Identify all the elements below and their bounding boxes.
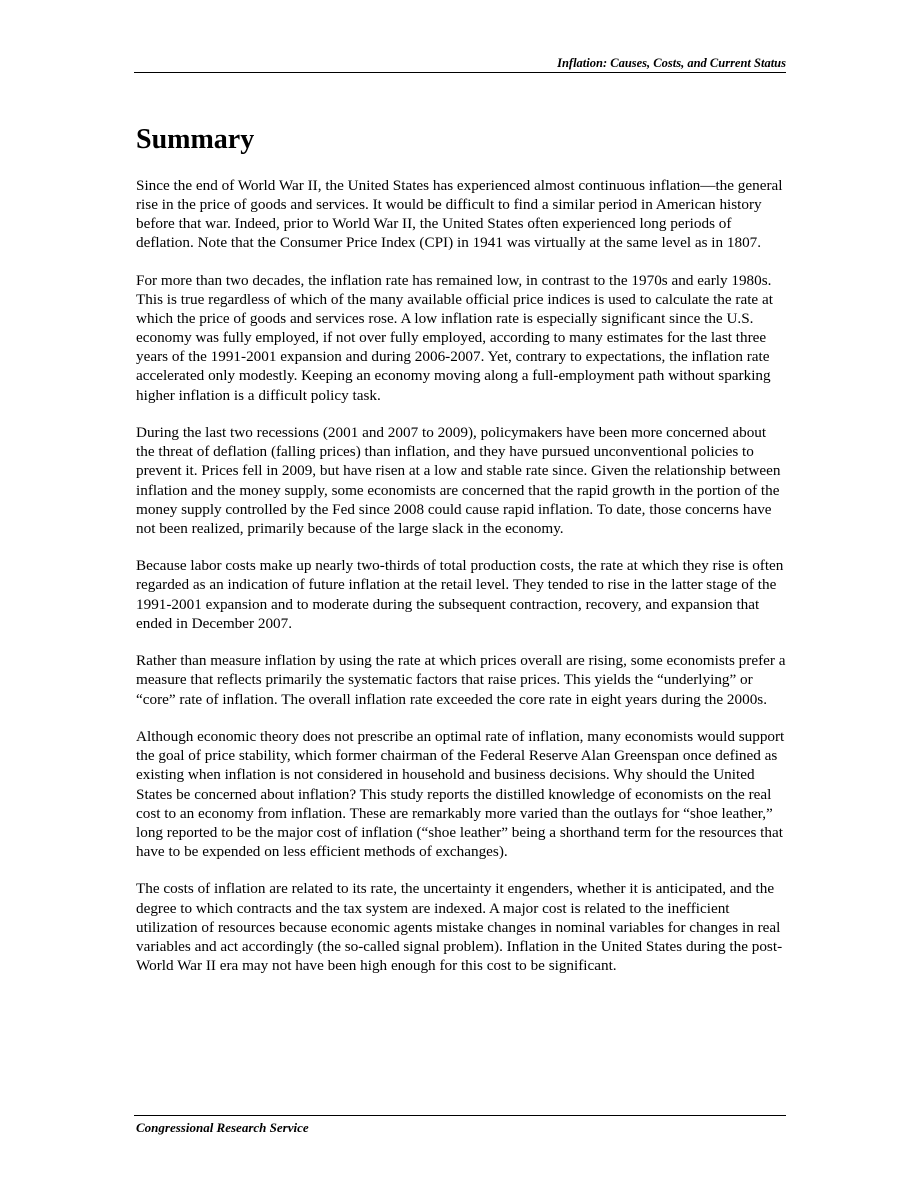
header-rule (134, 72, 786, 73)
paragraph: The costs of inflation are related to its rate, the uncertainty it engenders, whether it is anticipated, and the degree to which contracts and the tax system are indexed. A major cost is related to the inefficient utilization of resources because economic agents mistake changes in nominal variables for changes in real variables and act accordingly (the so-called signal problem). Inflation in the United States during the post-World War II era may not have been high enough for this cost to be significant. (136, 880, 783, 974)
running-footer: Congressional Research Service (136, 1120, 309, 1135)
paragraph: Because labor costs make up nearly two-thirds of total production costs, the rate at which they rise is often regarded as an indication of future inflation at the retail level. They tended to rise in the latter stage of the 1991-2001 expansion and to moderate during the subsequent contraction, recovery, and expansion that ended in December 2007. (136, 557, 784, 632)
paragraph: Rather than measure inflation by using the rate at which prices overall are rising, some economists prefer a measure that reflects primarily the systematic factors that raise prices. This yields the “underlying” or “core” rate of inflation. The overall inflation rate exceeded the core rate in eight years during the 2000s. (136, 652, 786, 708)
summary-body (136, 176, 788, 994)
running-header: Inflation: Causes, Costs, and Current Status (557, 56, 786, 70)
footer-rule (134, 1115, 786, 1116)
paragraph: Although economic theory does not prescribe an optimal rate of inflation, many economists would support the goal of price stability, which former chairman of the Federal Reserve Alan Greenspan once defined as existing when inflation is not considered in household and business decisions. Why should the United States be concerned about inflation? This study reports the distilled knowledge of economists on the real cost to an economy from inflation. These are remarkably more varied than the outlays for “shoe leather,” long reported to be the major cost of inflation (“shoe leather” being a shorthand term for the resources that have to be expended on less efficient methods of exchanges). (136, 728, 785, 860)
section-title: Summary (136, 124, 255, 155)
paragraph: For more than two decades, the inflation rate has remained low, in contrast to the 1970s and early 1980s. This is true regardless of which of the many available official price indices is used to calculate the rate at which the price of goods and services rose. A low inflation rate is especially significant since the U.S. economy was fully employed, if not over fully employed, according to many estimates for the last three years of the 1991-2001 expansion and during 2006-2007. Yet, contrary to expectations, the inflation rate accelerated only modestly. Keeping an economy moving along a full-employment path without sparking higher inflation is a difficult policy task. (136, 271, 773, 404)
paragraph: Since the end of World War II, the United States has experienced almost continuous inflation—the general rise in the price of goods and services. It would be difficult to find a similar period in American history before that war. Indeed, prior to World War II, the United States often experienced long periods of deflation. Note that the Consumer Price Index (CPI) in 1941 was virtually at the same level as in 1807. (136, 177, 783, 252)
paragraph: During the last two recessions (2001 and 2007 to 2009), policymakers have been more concerned about the threat of deflation (falling prices) than inflation, and they have pursued unconventional policies to prevent it. Prices fell in 2009, but have risen at a low and stable rate since. Given the relationship between inflation and the money supply, some economists are concerned that the rapid growth in the portion of the money supply controlled by the Fed since 2008 could cause rapid inflation. To date, those concerns have not been realized, primarily because of the large slack in the economy. (136, 424, 781, 537)
